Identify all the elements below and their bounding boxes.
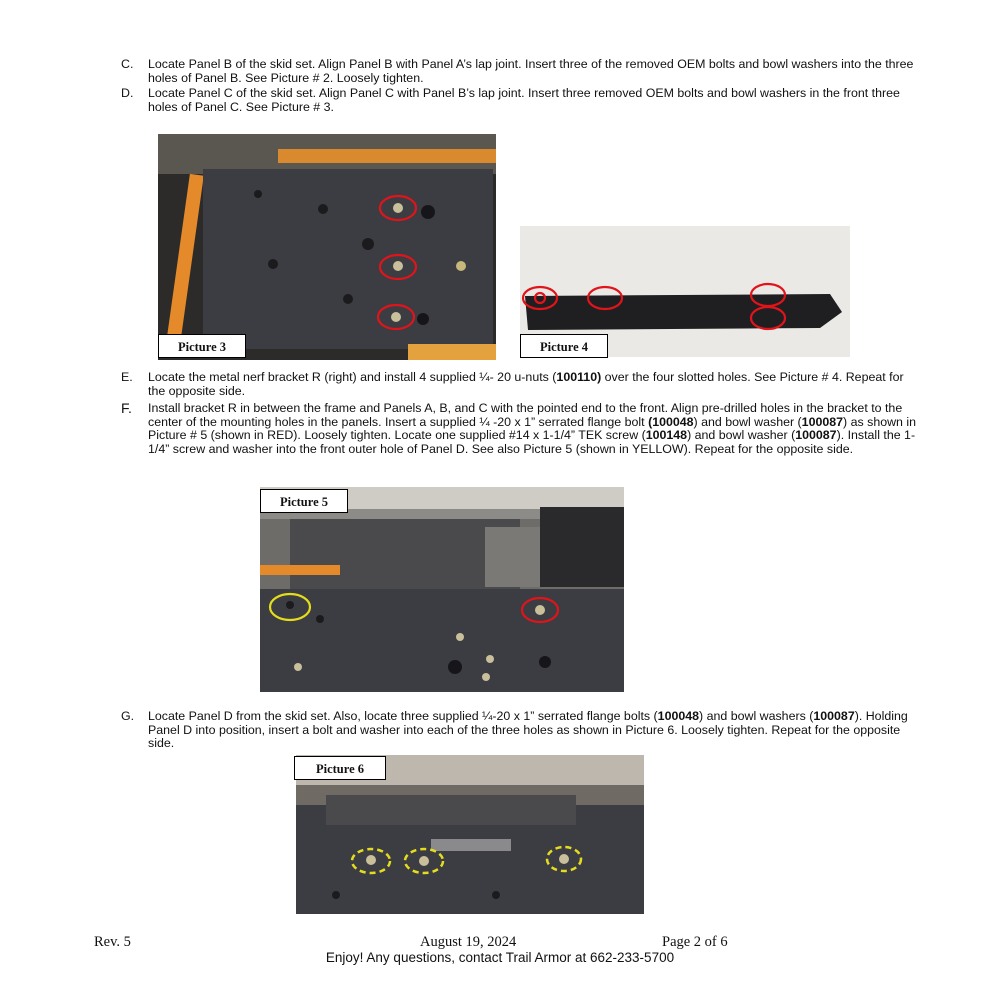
footer-contact: Enjoy! Any questions, contact Trail Armor at 662-233-5700	[325, 950, 675, 965]
step-letter: G.	[121, 709, 135, 723]
picture-5-photo	[260, 487, 624, 692]
step-f	[121, 402, 921, 456]
step-text	[148, 710, 921, 751]
part-number: 100087	[801, 414, 844, 429]
step-text-run: ) and bowl washers (	[699, 709, 814, 723]
part-number: 100087	[813, 709, 855, 723]
part-number: 100110)	[556, 370, 602, 384]
step-text-run: ). Holding Panel D into position, insert a bolt and washer into each of the three holes as shown in Picture 6. Loosely tighten. Repeat for the opposite side.	[148, 709, 908, 751]
step-text	[148, 402, 921, 456]
picture-5-caption: Picture 5	[260, 489, 348, 513]
step-text-run: Locate the metal nerf bracket R (right) and install 4 supplied ¼- 20 u-nuts (	[148, 370, 557, 384]
footer-page-number: Page 2 of 6	[662, 934, 728, 950]
step-text	[148, 371, 921, 398]
footer-revision: Rev. 5	[94, 934, 131, 950]
step-e	[121, 371, 921, 398]
step-text	[148, 58, 921, 85]
step-text-run: ). Install the 1-1/4” screw and washer into the front outer hole of Panel D. See also Picture 5 (shown in YELLOW). Repeat for the opposite side.	[148, 428, 916, 456]
step-d	[121, 87, 921, 114]
step-text-run: Locate Panel B of the skid set. Align Panel B with Panel A’s lap joint. Insert three of the removed OEM bolts and bowl washers into the three holes of Panel B. See Picture # 2. Loosely tighten.	[148, 57, 914, 85]
step-text-run: Install bracket R in between the frame and Panels A, B, and C with the pointed end to the front. Align pre-drilled holes in the bracket to the center of the mounting holes in the panels. Insert a supplied ¼ -20 x 1” serrated flange bolt	[148, 401, 903, 429]
step-text-run: over the four slotted holes. See Picture # 4. Repeat for the opposite side.	[148, 370, 904, 398]
step-text-run: Locate Panel C of the skid set. Align Panel C with Panel B’s lap joint. Insert three removed OEM bolts and bowl washers in the front three holes of Panel C. See Picture # 3.	[148, 86, 900, 114]
picture-4-caption: Picture 4	[520, 334, 608, 358]
part-number: 100048	[657, 709, 700, 723]
step-c	[121, 58, 921, 85]
part-number: (100048	[648, 414, 694, 429]
step-letter: D.	[121, 86, 134, 100]
step-text	[148, 87, 921, 114]
step-text-run: ) as shown in Picture # 5 (shown in RED). Loosely tighten. Locate one supplied #14 x 1-1/4” TEK screw (	[148, 414, 917, 443]
step-letter: E.	[121, 370, 133, 384]
picture-3-photo	[158, 134, 496, 360]
step-g	[121, 710, 921, 751]
picture-6-caption: Picture 6	[294, 756, 386, 780]
part-number: 100087	[795, 428, 837, 443]
step-text-run: ) and bowl washer (	[687, 428, 796, 443]
step-letter: C.	[121, 57, 134, 71]
part-number: 100148	[645, 428, 688, 443]
step-letter: F.	[121, 400, 132, 416]
footer-date: August 19, 2024	[420, 934, 517, 950]
step-text-run: Locate Panel D from the skid set. Also, locate three supplied ¼-20 x 1” serrated flange bolts (	[148, 709, 658, 723]
step-text-run: ) and bowl washer (	[693, 414, 802, 429]
picture-3-caption: Picture 3	[158, 334, 246, 358]
